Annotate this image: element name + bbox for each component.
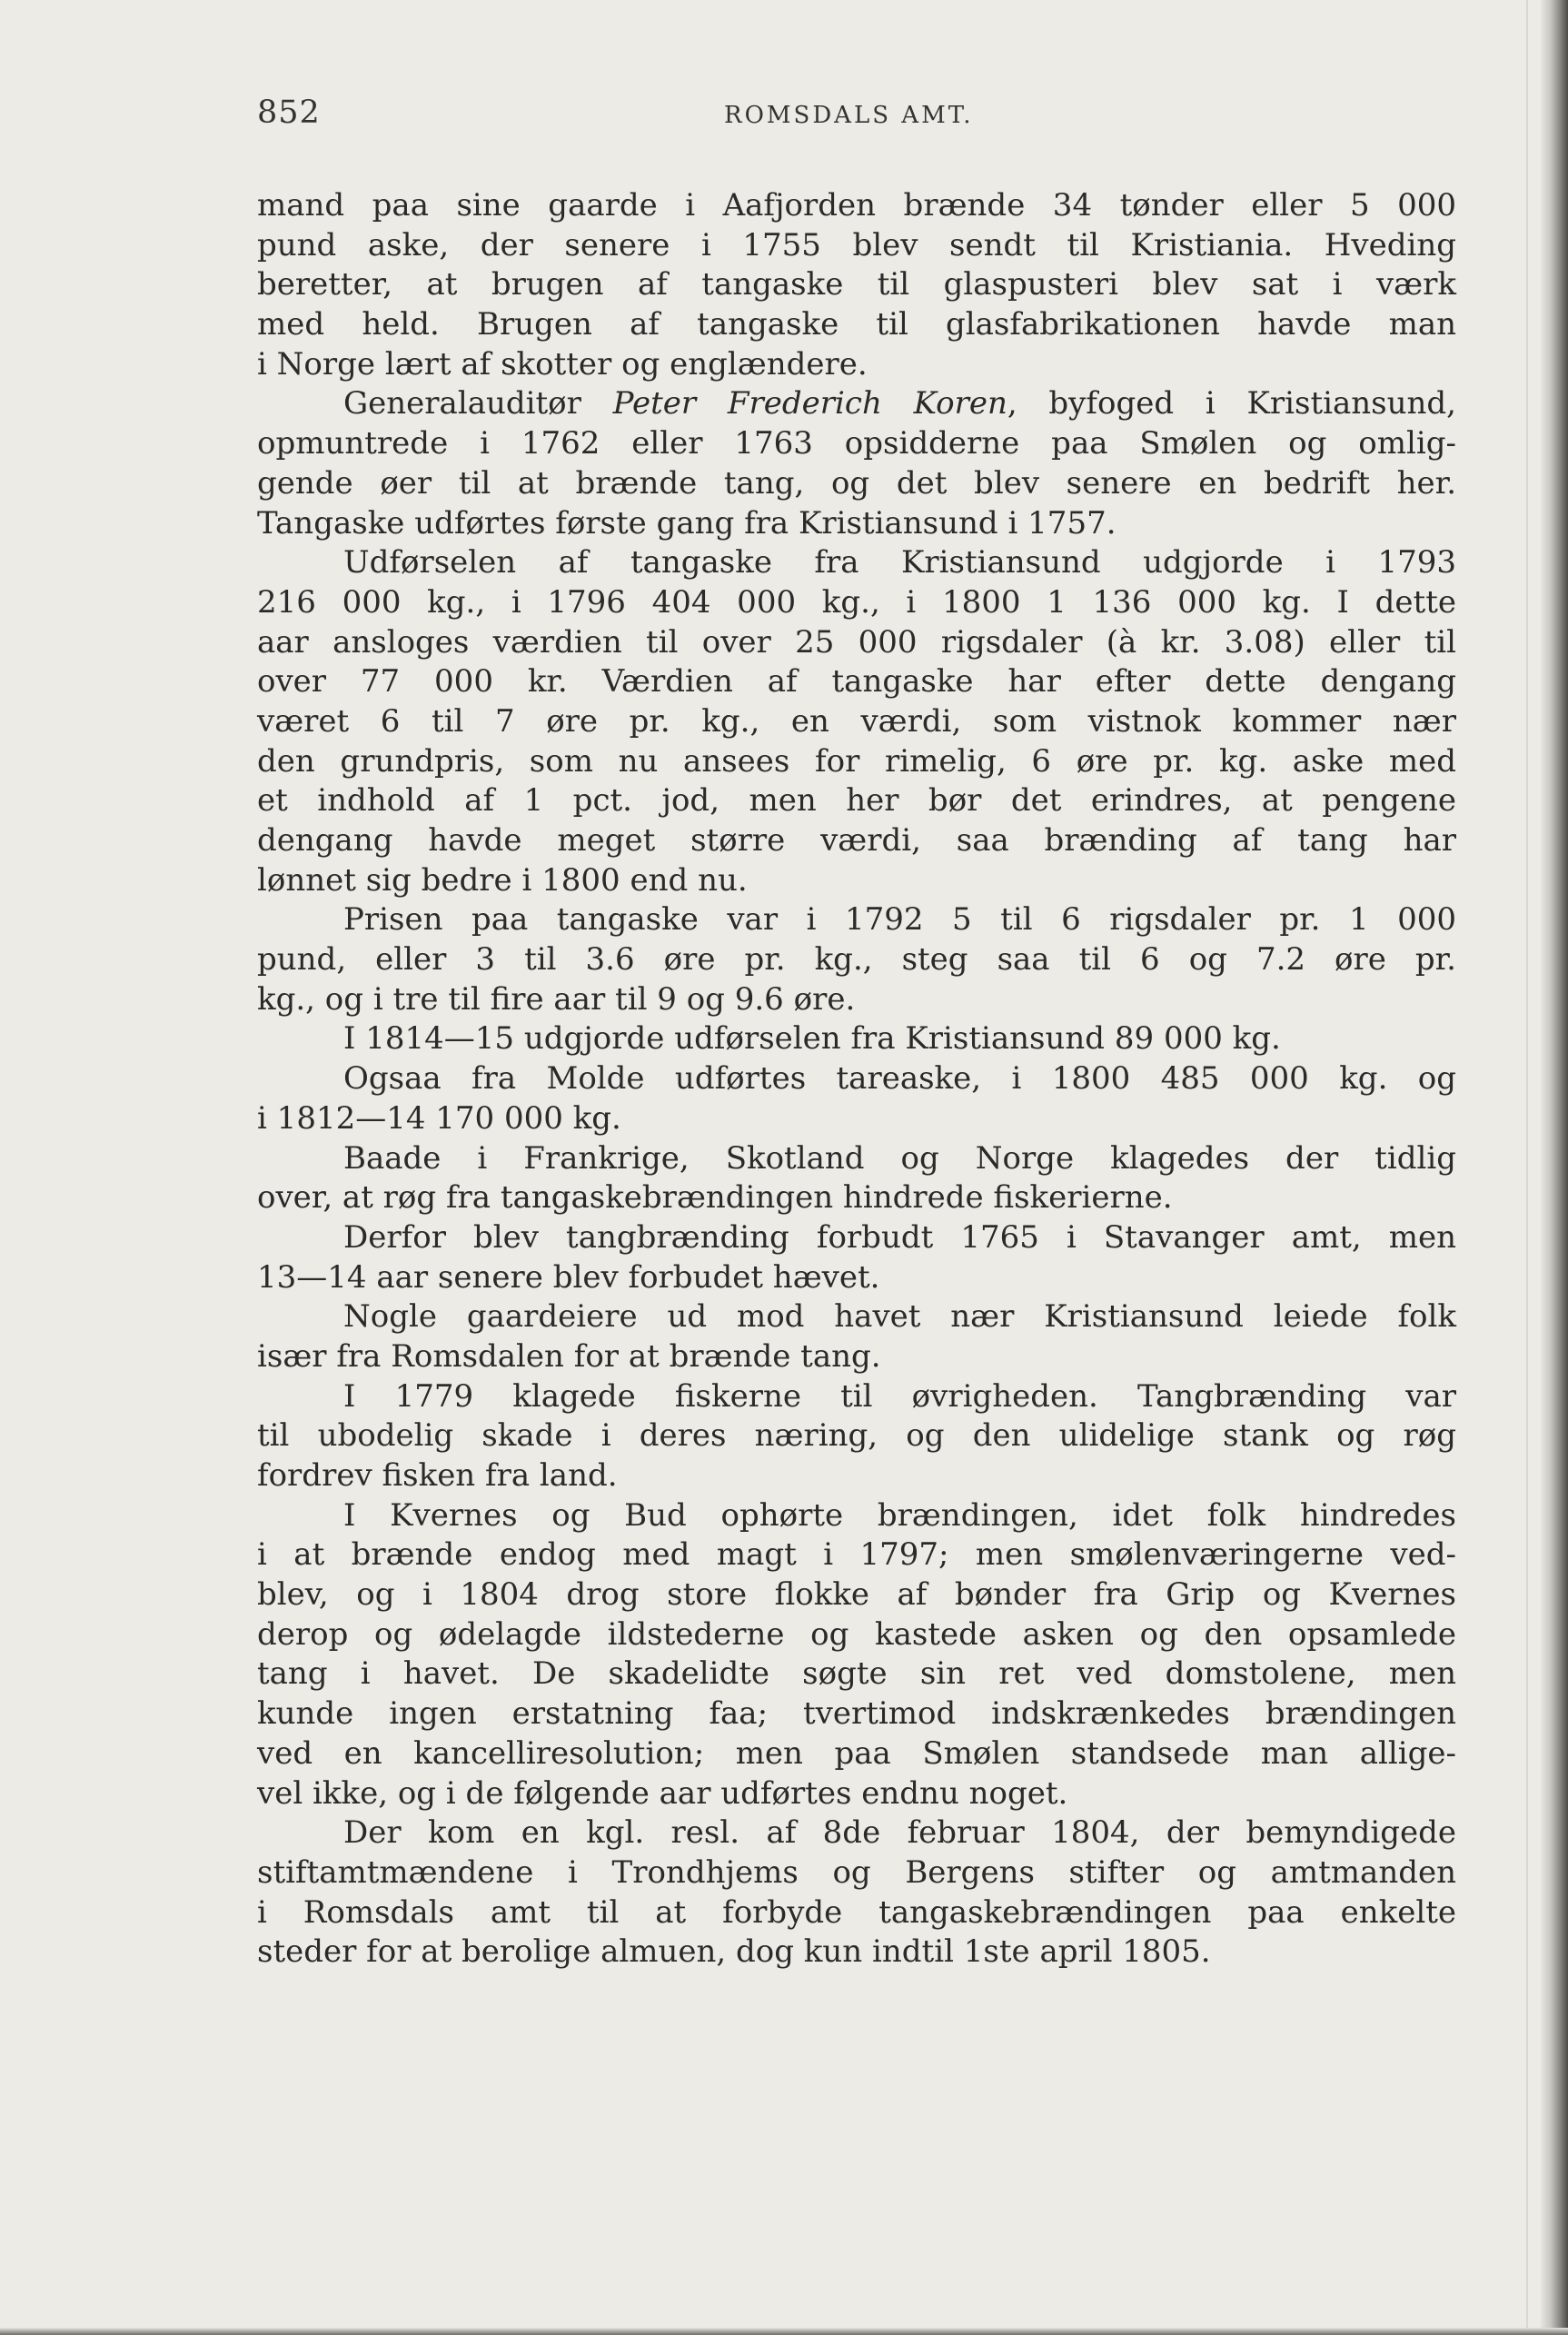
text-line: til ubodelig skade i deres næring, og den ulidelige stank og røg (257, 1417, 1456, 1455)
text-line: I 1779 klagede fiskerne til øvrigheden. Tangbrænding var (343, 1377, 1456, 1415)
text-line: især fra Romsdalen for at brænde tang. (257, 1337, 881, 1375)
text-line: tang i havet. De skadelidte søgte sin ret ved domstolene, men (257, 1655, 1456, 1693)
paragraph (257, 1059, 1456, 1138)
text-line: i 1812—14 170 000 kg. (257, 1099, 621, 1137)
text-line: dengang havde meget større værdi, saa brænding af tang har (257, 822, 1456, 859)
text-line: den grundpris, som nu ansees for rimelig, 6 øre pr. kg. aske med (257, 742, 1456, 780)
text-line: i Romsdals amt til at forbyde tangaskebrændingen paa enkelte (257, 1893, 1456, 1931)
paragraph (257, 384, 1456, 543)
paragraph (257, 1297, 1456, 1376)
text-line: pund, eller 3 til 3.6 øre pr. kg., steg saa til 6 og 7.2 øre pr. (257, 941, 1456, 979)
text-line: kg., og i tre til fire aar til 9 og 9.6 øre. (257, 980, 856, 1018)
page-edge-shadow (1541, 0, 1568, 2335)
text-line: ved en kancelliresolution; men paa Smølen standsede man allige- (257, 1734, 1456, 1772)
text-line: I Kvernes og Bud ophørte brændingen, idet folk hindredes (343, 1496, 1456, 1534)
paragraph (257, 543, 1456, 900)
text-line: derop og ødelagde ildstederne og kastede asken og den opsamlede (257, 1615, 1456, 1653)
text-line: I 1814—15 udgjorde udførselen fra Kristiansund 89 000 kg. (343, 1020, 1281, 1058)
text-line: 13—14 aar senere blev forbudet hævet. (257, 1258, 880, 1296)
text-line: lønnet sig bedre i 1800 end nu. (257, 861, 748, 899)
text-line: mand paa sine gaarde i Aafjorden brænde 34 tønder eller 5 000 (257, 187, 1456, 224)
paragraph (257, 1019, 1456, 1059)
text-line: Nogle gaardeiere ud mod havet nær Kristiansund leiede folk (343, 1298, 1456, 1336)
text-line: Derfor blev tangbrænding forbudt 1765 i Stavanger amt, men (343, 1218, 1456, 1256)
text-line: et indhold af 1 pct. jod, men her bør det erindres, at pengene (257, 782, 1456, 820)
text-line: Ogsaa fra Molde udførtes tareaske, i 1800 485 000 kg. og (343, 1060, 1456, 1098)
page-number: 852 (257, 94, 321, 131)
text-line: Tangaske udførtes første gang fra Kristiansund i 1757. (257, 504, 1116, 542)
text-line: Udførselen af tangaske fra Kristiansund udgjorde i 1793 (343, 544, 1456, 581)
body-text (257, 186, 1456, 1972)
text-line: blev, og i 1804 drog store flokke af bønder fra Grip og Kvernes (257, 1576, 1456, 1614)
text-line: over 77 000 kr. Værdien af tangaske har efter dette dengang (257, 663, 1456, 700)
text-line: steder for at berolige almuen, dog kun indtil 1ste april 1805. (257, 1933, 1211, 1971)
text-line: beretter, at brugen af tangaske til glaspusteri blev sat i værk (257, 266, 1456, 303)
paragraph (257, 1496, 1456, 1814)
text-line: kunde ingen erstatning faa; tvertimod indskrænkedes brændingen (257, 1695, 1456, 1733)
paragraph (257, 1218, 1456, 1297)
paragraph (257, 1139, 1456, 1218)
text-line: 216 000 kg., i 1796 404 000 kg., i 1800 1 136 000 kg. I dette (257, 583, 1456, 621)
text-line: aar ansloges værdien til over 25 000 rigsdaler (à kr. 3.08) eller til (257, 623, 1456, 661)
text-line: Prisen paa tangaske var i 1792 5 til 6 rigsdaler pr. 1 000 (343, 901, 1456, 939)
page-edge-line (1526, 0, 1528, 2335)
text-line: over, at røg fra tangaskebrændingen hindrede fiskerierne. (257, 1179, 1173, 1217)
paragraph (257, 1377, 1456, 1496)
person-name: Peter Frederich Koren (612, 385, 1007, 422)
text-line: stiftamtmændene i Trondhjems og Bergens stifter og amtmanden (257, 1853, 1456, 1891)
text-line: vel ikke, og i de følgende aar udførtes endnu noget. (257, 1774, 1068, 1812)
text-line: i Norge lært af skotter og englændere. (257, 345, 868, 383)
text-line: opmuntrede i 1762 eller 1763 opsidderne paa Smølen og omlig- (257, 425, 1456, 462)
paragraph (257, 1813, 1456, 1972)
text-line: Der kom en kgl. resl. af 8de februar 1804, der bemyndigede (343, 1814, 1456, 1852)
bottom-edge-shadow (0, 2328, 1568, 2335)
text-line: fordrev fisken fra land. (257, 1457, 618, 1494)
text-line: gende øer til at brænde tang, og det blev senere en bedrift her. (257, 464, 1456, 502)
text-line: Baade i Frankrige, Skotland og Norge klagedes der tidlig (343, 1139, 1456, 1177)
page-header (257, 94, 1456, 140)
text-line: pund aske, der senere i 1755 blev sendt til Kristiania. Hveding (257, 226, 1456, 263)
paragraph (257, 900, 1456, 1019)
text-line: Generalauditør Peter Frederich Koren, byfoged i Kristiansund, (343, 385, 1456, 422)
text-line: i at brænde endog med magt i 1797; men smølenværingerne ved- (257, 1536, 1456, 1574)
text-line: med held. Brugen af tangaske til glasfabrikationen havde man (257, 306, 1456, 343)
paragraph (257, 186, 1456, 384)
running-head: ROMSDALS AMT. (724, 102, 974, 129)
text-line: været 6 til 7 øre pr. kg., en værdi, som vistnok kommer nær (257, 702, 1456, 740)
